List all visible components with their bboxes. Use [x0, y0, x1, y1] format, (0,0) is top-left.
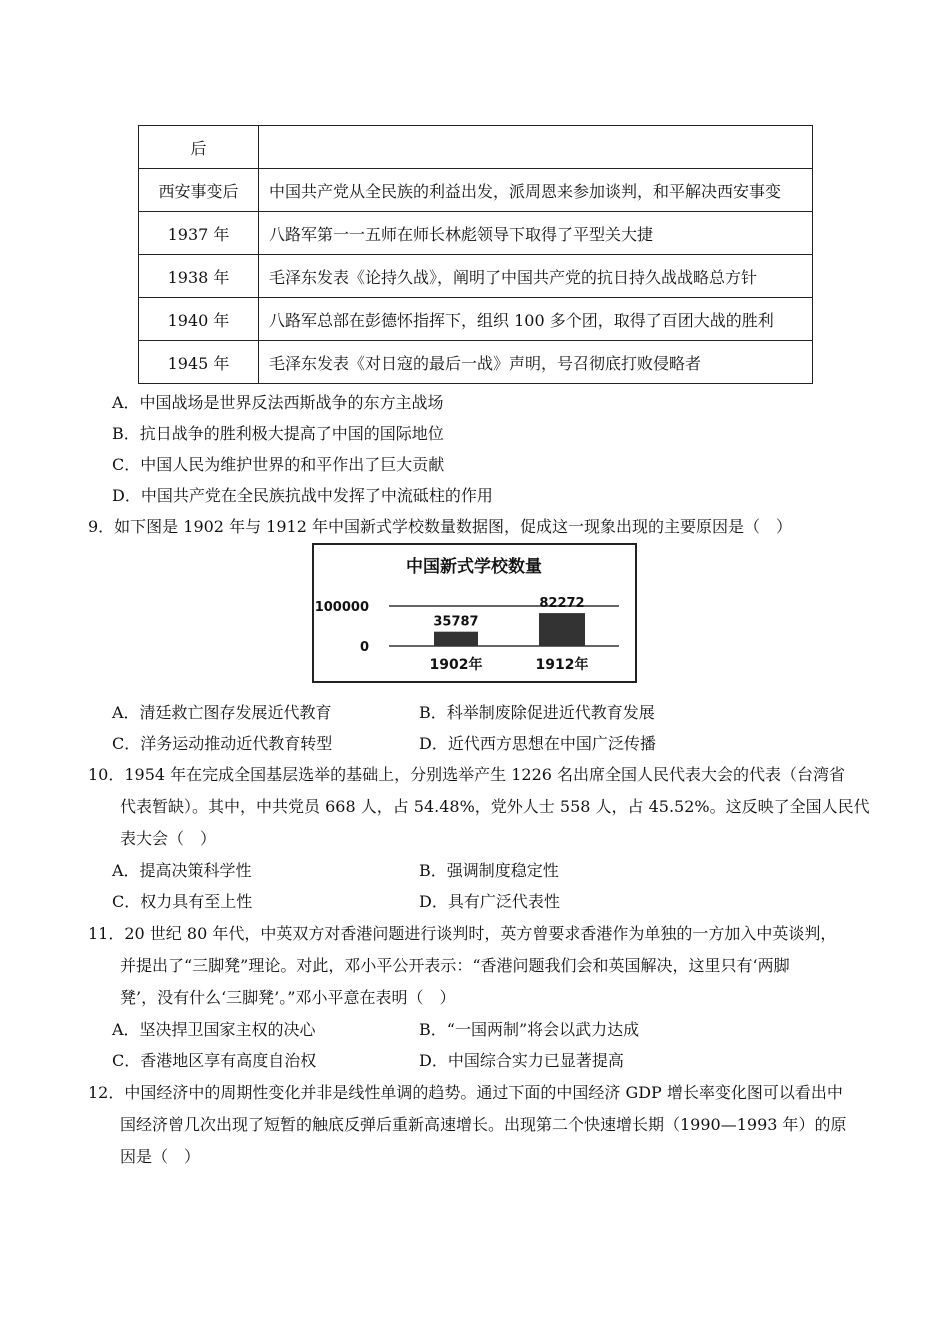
table-cell-event: 八路军第一一五师在师长林彪领导下取得了平型关大捷	[259, 212, 813, 255]
chart-canvas	[314, 545, 634, 680]
bar-1912	[539, 613, 585, 646]
q9-option-d: D．近代西方思想在中国广泛传播	[419, 734, 656, 753]
q12-stem-line-2: 国经济曾几次出现了短暂的触底反弹后重新高速增长。出现第二个快速增长期（1990—1993 年）的原	[120, 1115, 847, 1134]
table-row	[139, 169, 813, 212]
q9-stem: 9．如下图是 1902 年与 1912 年中国新式学校数量数据图，促成这一现象出现的主要原因是（ ）	[88, 517, 792, 536]
q8-option-d: D．中国共产党在全民族抗战中发挥了中流砥柱的作用	[112, 486, 493, 505]
q12-stem-line-1: 12．中国经济中的周期性变化并非是线性单调的趋势。通过下面的中国经济 GDP 增长率变化图可以看出中	[88, 1083, 843, 1102]
table-row	[139, 298, 813, 341]
q11-option-b: B．“一国两制”将会以武力达成	[419, 1020, 640, 1039]
table-cell-event: 毛泽东发表《对日寇的最后一战》声明，号召彻底打败侵略者	[259, 341, 813, 384]
q8-option-b: B．抗日战争的胜利极大提高了中国的国际地位	[112, 424, 444, 443]
bar-1902	[434, 632, 478, 646]
bar-value-label-1912: 82272	[539, 596, 585, 612]
q11-stem-line-1: 11．20 世纪 80 年代，中英双方对香港问题进行谈判时，英方曾要求香港作为单独的一方加入中英谈判，	[88, 924, 837, 943]
q9-option-c: C．洋务运动推动近代教育转型	[112, 734, 333, 753]
table-cell-year: 1937 年	[139, 212, 259, 255]
x-tick-label-1902: 1902年	[429, 657, 483, 673]
table-cell-year: 西安事变后	[139, 169, 259, 212]
q11-option-d: D．中国综合实力已显著提高	[419, 1051, 624, 1070]
q10-option-a: A．提高决策科学性	[112, 861, 252, 880]
history-events-table	[138, 125, 813, 384]
table-row	[139, 212, 813, 255]
table-cell-year: 1940 年	[139, 298, 259, 341]
y-tick-label-max: 100000	[314, 600, 369, 615]
q11-option-c: C．香港地区享有高度自治权	[112, 1051, 317, 1070]
q11-stem-line-3: 凳’，没有什么‘三脚凳’。”邓小平意在表明（ ）	[120, 988, 456, 1007]
table-cell-event: 八路军总部在彭德怀指挥下，组织 100 多个团，取得了百团大战的胜利	[259, 298, 813, 341]
q10-option-d: D．具有广泛代表性	[419, 892, 560, 911]
chart-title: 中国新式学校数量	[406, 557, 542, 577]
table-row	[139, 126, 813, 169]
q9-option-b: B．科举制废除促进近代教育发展	[419, 703, 655, 722]
y-tick-label-zero: 0	[359, 640, 369, 655]
q8-option-c: C．中国人民为维护世界的和平作出了巨大贡献	[112, 455, 445, 474]
q9-option-a: A．清廷救亡图存发展近代教育	[112, 703, 332, 722]
q10-stem-line-2: 代表暂缺）。其中，中共党员 668 人，占 54.48%，党外人士 558 人，占 45.52%。这反映了全国人民代	[120, 797, 870, 816]
q10-option-c: C．权力具有至上性	[112, 892, 253, 911]
bar-value-label-1902: 35787	[433, 614, 479, 630]
q8-option-a: A．中国战场是世界反法西斯战争的东方主战场	[112, 393, 444, 412]
q10-option-b: B．强调制度稳定性	[419, 861, 559, 880]
school-count-chart	[312, 543, 637, 683]
table-cell-event: 中国共产党从全民族的利益出发，派周恩来参加谈判，和平解决西安事变	[259, 169, 813, 212]
q12-stem-line-3: 因是（ ）	[120, 1147, 201, 1166]
q11-stem-line-2: 并提出了“三脚凳”理论。对此，邓小平公开表示：“香港问题我们会和英国解决，这里只有‘两脚	[120, 956, 790, 975]
q10-stem-line-1: 10．1954 年在完成全国基层选举的基础上，分别选举产生 1226 名出席全国人民代表大会的代表（台湾省	[88, 765, 846, 784]
table-cell-year: 1945 年	[139, 341, 259, 384]
x-tick-label-1912: 1912年	[535, 657, 589, 673]
q11-option-a: A．坚决捍卫国家主权的决心	[112, 1020, 316, 1039]
table-cell-event	[259, 126, 813, 169]
q10-stem-line-3: 表大会（ ）	[120, 829, 217, 848]
table-row	[139, 341, 813, 384]
table-cell-year: 后	[139, 126, 259, 169]
table-cell-year: 1938 年	[139, 255, 259, 298]
table-row	[139, 255, 813, 298]
table-cell-event: 毛泽东发表《论持久战》，阐明了中国共产党的抗日持久战战略总方针	[259, 255, 813, 298]
